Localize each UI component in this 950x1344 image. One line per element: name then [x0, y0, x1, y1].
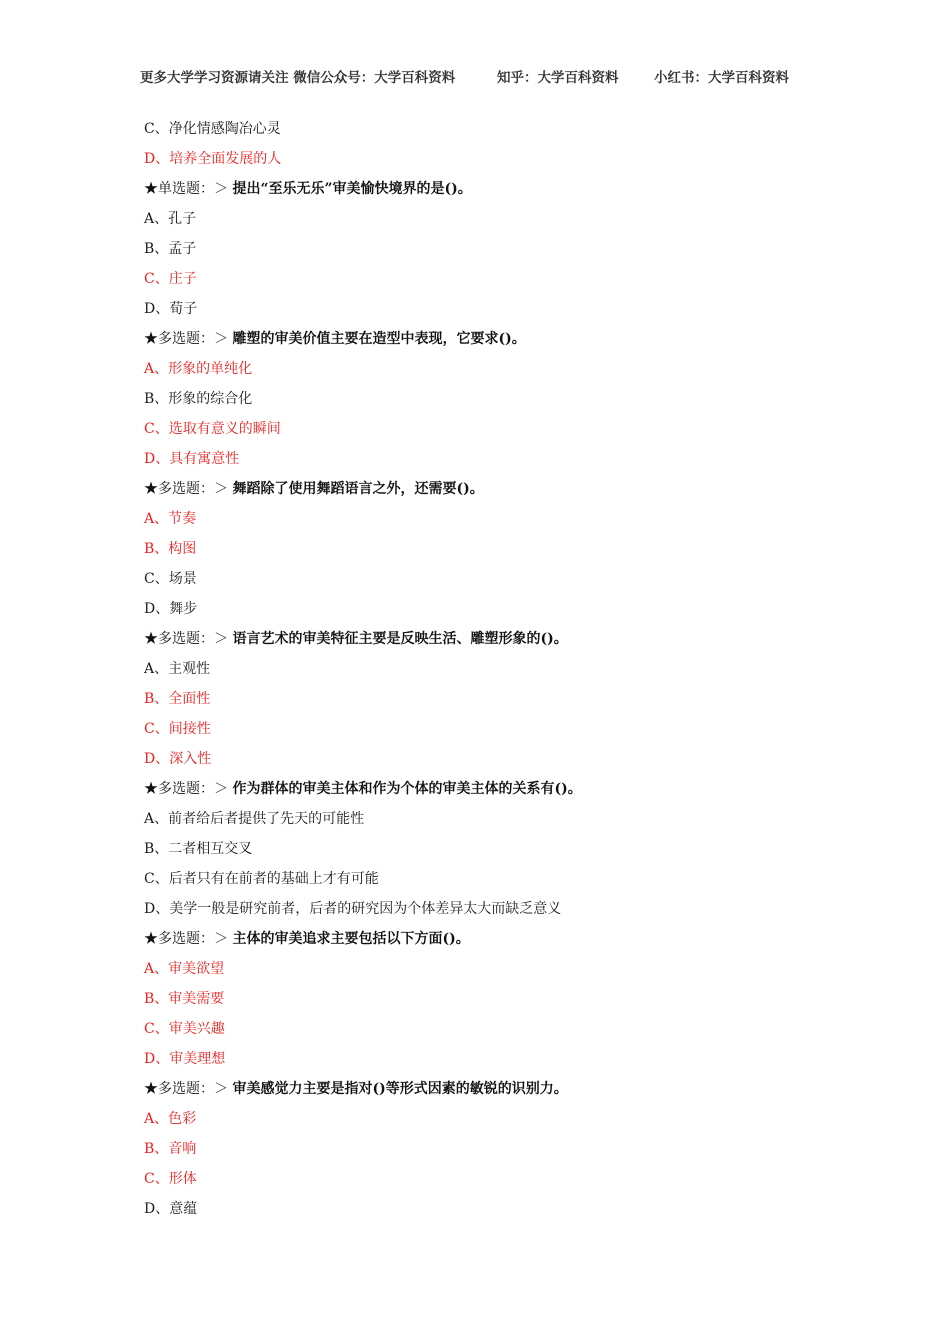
answer-option-correct: C、选取有意义的瞬间 [144, 421, 281, 437]
answer-option: C、净化情感陶冶心灵 [144, 121, 281, 137]
star-icon: ★ [144, 931, 158, 947]
answer-option-correct: C、形体 [144, 1171, 197, 1187]
question-type: 多选题：＞ [158, 781, 233, 797]
question-line [144, 478, 824, 508]
star-icon: ★ [144, 331, 158, 347]
question-line [144, 178, 824, 208]
question-type: 多选题：＞ [158, 481, 233, 497]
question-line [144, 328, 824, 358]
answer-option-correct: B、全面性 [144, 691, 211, 707]
answer-option: D、美学一般是研究前者，后者的研究因为个体差异太大而缺乏意义 [144, 901, 562, 917]
answer-option: D、意蕴 [144, 1201, 198, 1217]
question-line [144, 778, 824, 808]
question-text: 审美感觉力主要是指对()等形式因素的敏锐的识别力。 [232, 1081, 568, 1097]
header-xiaohongshu: 小红书：大学百科资料 [654, 70, 789, 86]
answer-option-correct: C、审美兴趣 [144, 1021, 225, 1037]
answer-option: D、荀子 [144, 301, 198, 317]
question-text: 语言艺术的审美特征主要是反映生活、雕塑形象的()。 [232, 631, 568, 647]
question-text: 提出“至乐无乐”审美愉快境界的是()。 [232, 181, 472, 197]
answer-option: B、二者相互交叉 [144, 841, 253, 857]
answer-option-correct: D、审美理想 [144, 1051, 226, 1067]
star-icon: ★ [144, 781, 158, 797]
answer-option: C、后者只有在前者的基础上才有可能 [144, 871, 379, 887]
header-wechat-notice: 更多大学学习资源请关注 微信公众号：大学百科资料 [140, 70, 456, 86]
answer-option: D、舞步 [144, 601, 198, 617]
answer-option: A、主观性 [144, 661, 211, 677]
answer-option-correct: A、审美欲望 [144, 961, 225, 977]
question-type: 多选题：＞ [158, 1081, 233, 1097]
question-type: 多选题：＞ [158, 931, 233, 947]
answer-option-correct: B、音响 [144, 1141, 197, 1157]
question-text: 主体的审美追求主要包括以下方面()。 [232, 931, 470, 947]
answer-option-correct: B、构图 [144, 541, 197, 557]
question-type: 单选题：＞ [158, 181, 233, 197]
question-line [144, 928, 824, 958]
answer-option-correct: A、形象的单纯化 [144, 361, 253, 377]
header-zhihu: 知乎：大学百科资料 [497, 70, 619, 86]
star-icon: ★ [144, 1081, 158, 1097]
question-line [144, 628, 824, 658]
question-list [144, 118, 824, 1228]
star-icon: ★ [144, 631, 158, 647]
star-icon: ★ [144, 481, 158, 497]
question-text: 作为群体的审美主体和作为个体的审美主体的关系有()。 [232, 781, 582, 797]
answer-option: B、孟子 [144, 241, 197, 257]
answer-option: B、形象的综合化 [144, 391, 253, 407]
answer-option-correct: B、审美需要 [144, 991, 225, 1007]
answer-option-correct: A、节奏 [144, 511, 197, 527]
answer-option: C、场景 [144, 571, 197, 587]
answer-option-correct: C、间接性 [144, 721, 211, 737]
page-header [140, 66, 840, 88]
answer-option-correct: D、具有寓意性 [144, 451, 240, 467]
answer-option-correct: C、庄子 [144, 271, 197, 287]
star-icon: ★ [144, 181, 158, 197]
answer-option-correct: A、色彩 [144, 1111, 197, 1127]
question-text: 舞蹈除了使用舞蹈语言之外，还需要()。 [232, 481, 484, 497]
answer-option-correct: D、培养全面发展的人 [144, 151, 282, 167]
question-type: 多选题：＞ [158, 631, 233, 647]
answer-option-correct: D、深入性 [144, 751, 212, 767]
answer-option: A、前者给后者提供了先天的可能性 [144, 811, 365, 827]
question-text: 雕塑的审美价值主要在造型中表现，它要求()。 [232, 331, 526, 347]
answer-option: A、孔子 [144, 211, 197, 227]
question-type: 多选题：＞ [158, 331, 233, 347]
question-line [144, 1078, 824, 1108]
